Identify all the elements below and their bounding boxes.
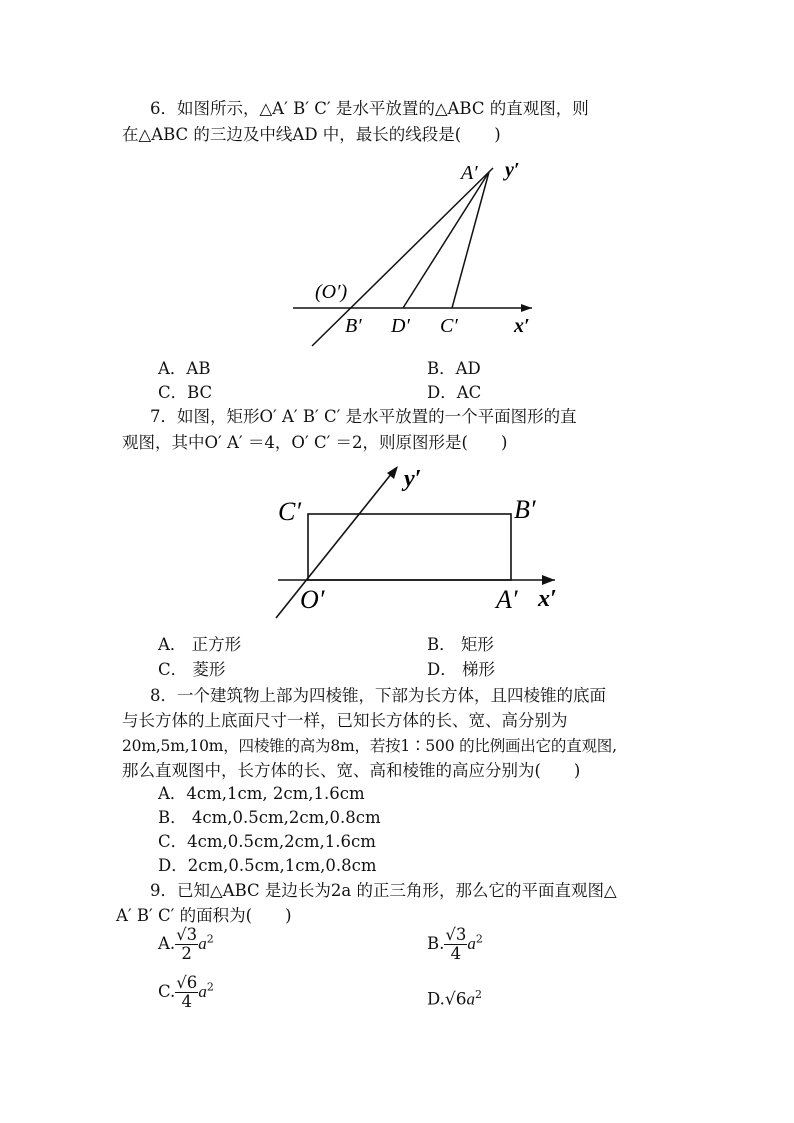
- q7-y-axis: [276, 468, 396, 618]
- q7-label-A: A′: [496, 585, 518, 614]
- q8-text-line-2: 与长方体的上底面尺寸一样，已知长方体的长、宽、高分别为: [122, 711, 568, 730]
- q9-option-A: A. $\frac{√3}{2}$ $a^2$: [158, 925, 214, 963]
- q6-label-C: C′: [440, 315, 458, 337]
- q6-segment-AC: [452, 172, 489, 308]
- q6-label-y: y′: [505, 159, 520, 181]
- q7-label-C: C′: [278, 497, 302, 526]
- q7-option-C: C． 菱形: [158, 660, 226, 679]
- q7-label-x: x′: [538, 586, 557, 612]
- q8-text-line-1: 8．一个建筑物上部为四棱锥，下部为长方体，且四棱锥的底面: [150, 686, 606, 705]
- q6-x-arrow-icon: [521, 304, 532, 312]
- q6-figure: [285, 150, 555, 355]
- q9-option-A-fraction: $\frac{√3}{2}$: [176, 925, 198, 963]
- q6-segment-AD: [403, 172, 489, 308]
- q6-label-x: x′: [514, 315, 530, 337]
- q7-option-B: B． 矩形: [427, 635, 494, 654]
- q7-label-y: y′: [404, 466, 422, 492]
- q8-text-line-4: 那么直观图中，长方体的长、宽、高和棱锥的高应分别为( ): [122, 761, 581, 780]
- q7-x-arrow-icon: [542, 575, 555, 585]
- q6-label-D: D′: [391, 315, 410, 337]
- q7-rectangle: [308, 514, 511, 580]
- q9-option-C-fraction: $\frac{√6}{4}$: [176, 973, 198, 1011]
- q8-text-line-3: 20m,5m,10m，四棱锥的高为8m，若按1∶500 的比例画出它的直观图,: [122, 737, 617, 755]
- q7-option-D: D． 梯形: [427, 660, 495, 679]
- q6-text-line-1: 6．如图所示，△A′ B′ C′ 是水平放置的△ABC 的直观图，则: [150, 99, 589, 118]
- q6-option-A: A．AB: [158, 359, 211, 378]
- q8-option-D: D．2cm,0.5cm,1cm,0.8cm: [158, 856, 377, 875]
- q8-option-B: B． 4cm,0.5cm,2cm,0.8cm: [158, 808, 381, 827]
- q6-label-B: B′: [345, 315, 362, 337]
- q6-text-line-2: 在△ABC 的三边及中线AD 中，最长的线段是( ): [122, 125, 501, 144]
- q6-option-C: C．BC: [158, 383, 213, 402]
- q9-text-line-2: A′ B′ C′ 的面积为( ): [116, 906, 292, 925]
- q6-label-A: A′: [461, 162, 478, 184]
- q6-option-B: B．AD: [427, 359, 481, 378]
- q6-label-O: (O′): [315, 281, 348, 303]
- q8-option-A: A．4cm,1cm, 2cm,1.6cm: [158, 784, 365, 803]
- q7-text-line-2: 观图，其中O′ A′ ＝4，O′ C′ ＝2，则原图形是( ): [122, 433, 508, 452]
- q7-label-B: B′: [514, 495, 536, 524]
- q7-label-O: O′: [300, 585, 325, 614]
- q9-option-C: C. $\frac{√6}{4}$ $a^2$: [158, 973, 214, 1011]
- q9-option-B-fraction: $\frac{√3}{4}$: [445, 925, 467, 963]
- q7-option-A: A． 正方形: [158, 635, 242, 654]
- q7-text-line-1: 7．如图，矩形O′ A′ B′ C′ 是水平放置的一个平面图形的直: [150, 407, 577, 426]
- q6-option-D: D．AC: [427, 383, 482, 402]
- q9-option-D: $D.√6a^2$: [427, 988, 483, 1010]
- q8-option-C: C．4cm,0.5cm,2cm,1.6cm: [158, 832, 376, 851]
- q9-option-B: B. $\frac{√3}{4}$ $a^2$: [427, 925, 483, 963]
- q9-text-line-1: 9．已知△ABC 是边长为2a 的正三角形，那么它的平面直观图△: [150, 881, 617, 900]
- q7-figure: [268, 458, 578, 630]
